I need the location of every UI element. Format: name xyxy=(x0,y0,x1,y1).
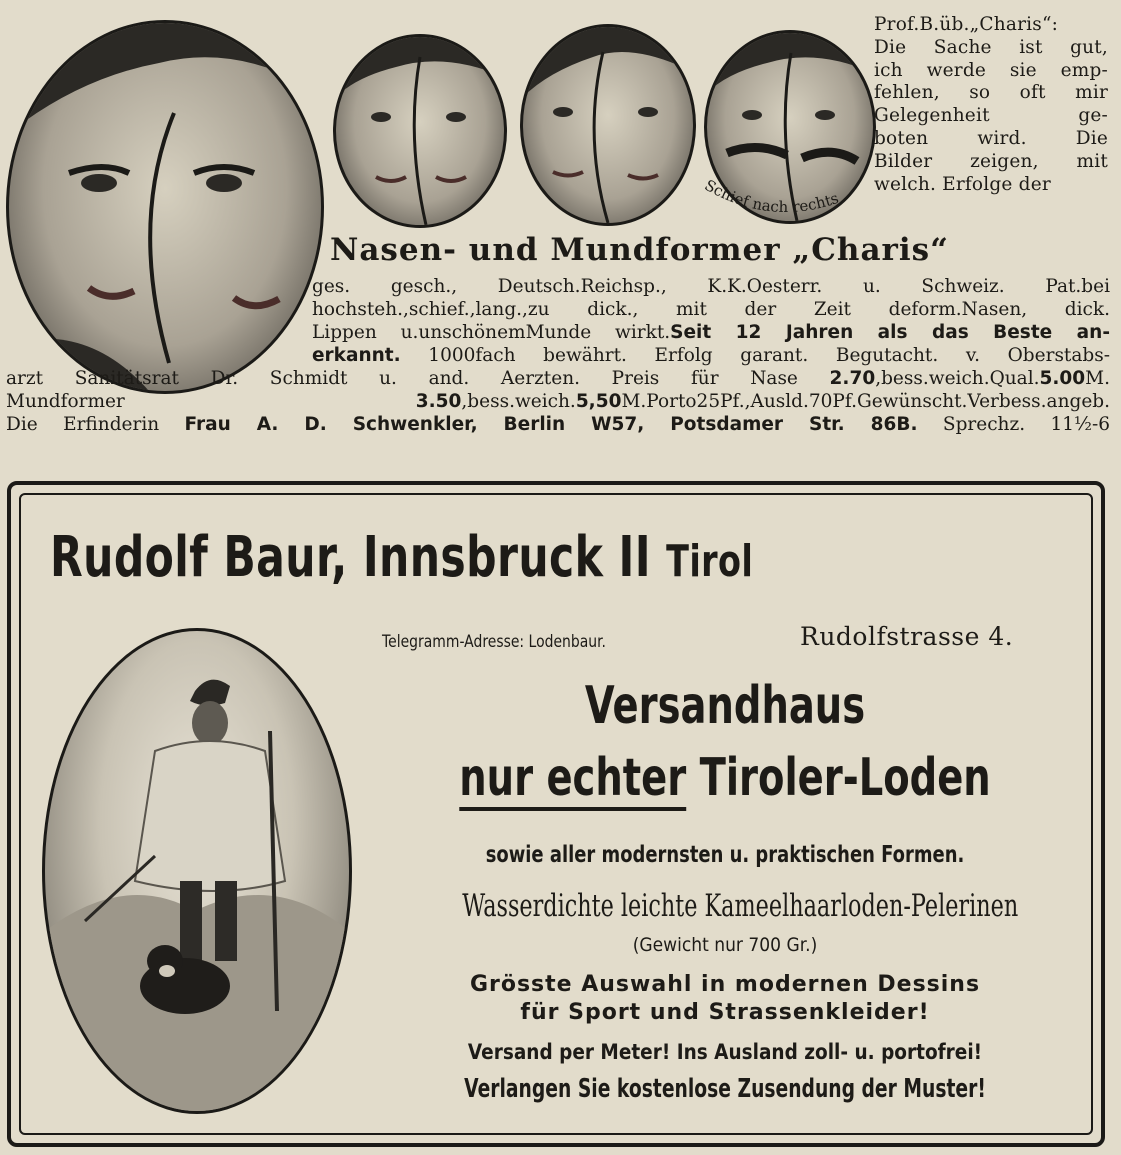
body-line: ges. gesch., Deutsch.Reichsp., K.K.Oesterr. u. Schweiz. Pat.bei xyxy=(312,276,1110,297)
quote-line: Gelegenheit ge- xyxy=(874,105,1108,127)
quote-line: Prof.B.üb.„Charis“: xyxy=(874,14,1059,35)
hunter-with-dog-photo xyxy=(42,628,352,1114)
body-line: erkannt. 1000fach bewährt. Erfolg garant. Begutacht. v. Oberstabs- xyxy=(312,345,1110,366)
body-line: arzt Sanitätsrat Dr. Schmidt u. and. Aerzten. Preis für Nase 2.70,bess.weich.Qual.5.00M. xyxy=(6,368,1110,389)
quote-line: Die Sache ist gut, xyxy=(874,36,1108,58)
body-line: Mundformer 3.50,bess.weich.5,50M.Porto25Pf.,Ausld.70Pf.Gewünscht.Verbess.angeb. xyxy=(6,391,1110,412)
schief-nach-rechts-label xyxy=(694,168,894,238)
professor-quote xyxy=(874,14,1108,196)
samples-line: Verlangen Sie kostenlose Zusendung der Muster! xyxy=(464,1074,986,1104)
face-illustration-small-1 xyxy=(333,34,507,228)
shipping-line: Versand per Meter! Ins Ausland zoll- u. portofrei! xyxy=(467,1040,983,1064)
tiroler-loden-line: nur echter Tiroler-Loden xyxy=(459,748,991,808)
selection-line-1: Grösste Auswahl in modernen Dessins xyxy=(469,972,981,997)
baur-title: Rudolf Baur, Innsbruck II Tirol xyxy=(50,525,754,590)
telegram-address: Telegramm-Adresse: Lodenbaur. xyxy=(382,632,606,652)
quote-line: ich werde sie emp- xyxy=(874,59,1108,81)
weight-line: (Gewicht nur 700 Gr.) xyxy=(632,934,818,956)
body-line: Die Erfinderin Frau A. D. Schwenkler, Berlin W57, Potsdamer Str. 86B. Sprechz. 11½-6 xyxy=(6,414,1110,435)
svg-text:Schief nach rechts: Schief nach rechts xyxy=(701,175,841,217)
quote-line: fehlen, so oft mir xyxy=(874,82,1108,104)
quote-line: boten wird. Die xyxy=(874,127,1108,149)
versandhaus-line: Versandhaus xyxy=(584,676,866,736)
face-illustration-small-2 xyxy=(520,24,696,226)
charis-advertisement xyxy=(0,0,1121,470)
quote-line: welch. Erfolge der xyxy=(874,173,1051,195)
street-address: Rudolfstrasse 4. xyxy=(800,622,1014,651)
face-illustration-large xyxy=(6,20,324,394)
body-line: Lippen u.unschönemMunde wirkt.Seit 12 Jahren als das Beste an- xyxy=(312,322,1110,343)
body-line: hochsteh.,schief.,lang.,zu dick., mit der Zeit deform.Nasen, dick. xyxy=(312,299,1110,320)
quote-line: Bilder zeigen, mit xyxy=(874,150,1108,172)
pelerinen-line: Wasserdichte leichte Kameelhaarloden-Pelerinen xyxy=(462,888,1019,924)
formen-line: sowie aller modernsten u. praktischen Formen. xyxy=(485,842,965,868)
selection-line-2: für Sport und Strassenkleider! xyxy=(520,1000,930,1025)
charis-headline: Nasen- und Mundformer „Charis“ xyxy=(330,232,949,268)
